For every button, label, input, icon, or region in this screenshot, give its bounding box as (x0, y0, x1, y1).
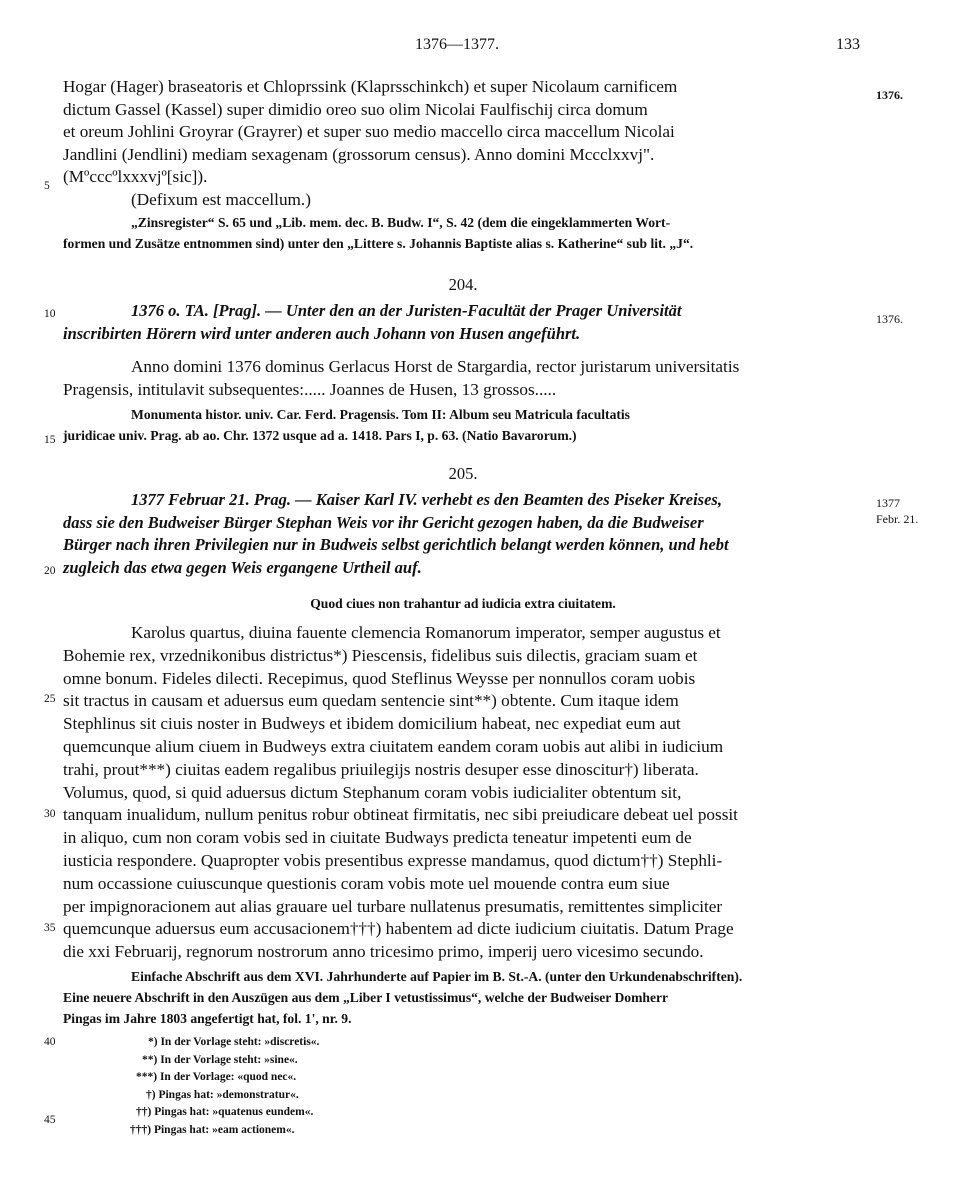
regest-line: inscribirten Hörern wird unter anderen auch Johann von Husen angeführt. (63, 323, 581, 343)
paragraph-1376-rent-register (63, 76, 863, 211)
text-204 (63, 356, 863, 401)
regest-line: zugleich das etwa gegen Weis ergangene Urtheil auf. (63, 557, 422, 577)
charter-line: Volumus, quod, si quid aduersus dictum Stephanum coram vobis iudicialiter obtentum sit, (63, 782, 682, 802)
charter-line: die xxi Februarij, regnorum nostrorum anno tricesimo primo, imperij uero vicesimo secundo. (63, 942, 704, 962)
header-years: 1376—1377. (415, 36, 499, 53)
footnote: †††) Pingas hat: »eam actionem«. (130, 1123, 295, 1136)
text-line: (Defixum est maccellum.) (131, 189, 311, 209)
document-number-205: 205. (448, 464, 478, 483)
document-number-204: 204. (448, 275, 478, 294)
line-number-35: 35 (44, 922, 56, 934)
line-number-15: 15 (44, 434, 56, 446)
text-line: Pragensis, intitulavit subsequentes:..... Joannes de Husen, 13 grossos..... (63, 379, 557, 399)
charter-line: quemcunque alium ciuem in Budweys extra ciuitatem eandem coram uobis aut alibi in iudicium (63, 736, 724, 756)
charter-line: tanquam inualidum, nullum penitus robur obtineat firmitatis, nec sibi preiudicare debeat uel possit (63, 805, 738, 825)
text-line: Jandlini (Jendlini) mediam sexagenam (grossorum census). Anno domini Mccclxxvj". (63, 144, 655, 164)
source-note-zinsregister (63, 212, 863, 254)
charter-line: sit tractus in causam et aduersus eum quedam sentencie sint**) obtente. Cum itaque idem (63, 691, 679, 711)
regest-line: 1377 Februar 21. Prag. — Kaiser Karl IV. verhebt es den Beamten des Piseker Kreises, (131, 490, 722, 509)
charter-line: per impignoracionem aut alias grauare uel turbare nullatenus presumatis, remittentes simpliciter (63, 896, 723, 916)
source-line: Monumenta histor. univ. Car. Ferd. Pragensis. Tom II: Album seu Matricula facultatis (131, 407, 630, 422)
footnote: ***) In der Vorlage: «quod nec«. (136, 1071, 297, 1083)
line-number-25: 25 (44, 693, 56, 705)
footnotes (120, 1034, 520, 1139)
source-line: juridicae univ. Prag. ab ao. Chr. 1372 usque ad a. 1418. Pars I, p. 63. (Natio Bavarorum.) (63, 428, 577, 443)
page-number: 133 (836, 36, 860, 53)
charter-line: iusticia respondere. Quapropter vobis presentibus expresse mandamus, quod dictum††) Stephli- (63, 850, 723, 870)
charter-line: quemcunque aduersus eum accusacionem†††) habentem ad dicte iudicium ciuitatis. Datum Prage (63, 919, 734, 939)
line-number-10: 10 (44, 308, 56, 320)
text-line: (Mºcccºlxxxvjº[sic]). (63, 167, 208, 186)
charter-line: trahi, prout***) ciuitas eadem regalibus priuilegijs nostris desuper esse dinoscitur†) liberata. (63, 759, 699, 779)
margin-year-1376-a: 1376. (876, 88, 903, 102)
text-line: Anno domini 1376 dominus Gerlacus Horst de Stargardia, rector juristarum universitatis (131, 357, 740, 376)
line-number-20: 20 (44, 565, 56, 577)
regest-204 (63, 300, 863, 345)
source-line: Einfache Abschrift aus dem XVI. Jahrhunderte auf Papier im B. St.-A. (unter den Urkundenabschriften). (131, 969, 743, 984)
regest-line: 1376 o. TA. [Prag]. — Unter den an der Juristen-Facultät der Prager Universität (131, 301, 682, 320)
footnote: *) In der Vorlage steht: »discretis«. (148, 1036, 320, 1048)
line-number-40: 40 (44, 1036, 56, 1048)
charter-line: Stephlinus sit ciuis noster in Budweys et ibidem domicilium habeat, nec expediat eum aut (63, 714, 681, 734)
charter-line: Bohemie rex, vrzednikonibus districtus*) Piescensis, fidelibus suis dilectis, graciam suam et (63, 645, 698, 665)
rubric-205: Quod ciues non trahantur ad iudicia extra ciuitatem. (310, 596, 616, 611)
footnote: **) In der Vorlage steht: »sine«. (142, 1053, 298, 1066)
source-note-205 (63, 966, 863, 1029)
line-number-45: 45 (44, 1114, 56, 1126)
text-line: et oreum Johlini Groyrar (Grayrer) et super suo medio maccello circa maccellum Nicolai (63, 122, 675, 141)
margin-year-1376-b: 1376. (876, 312, 903, 326)
text-line: dictum Gassel (Kassel) super dimidio oreo suo olim Nicolai Faulfischij circa domum (63, 99, 648, 119)
charter-line: num occassione cuiuscunque questionis coram vobis mote uel mouende contra eum siue (63, 873, 670, 893)
margin-year-1377: 1377 (876, 496, 900, 510)
regest-line: dass sie den Budweiser Bürger Stephan Weis vor ihr Gericht gezogen haben, da die Budweiser (63, 512, 704, 532)
source-line: „Zinsregister“ S. 65 und „Lib. mem. dec. B. Budw. I“, S. 42 (dem die eingeklammerten Wort- (131, 215, 671, 230)
charter-text-205 (63, 622, 863, 964)
footnote: ††) Pingas hat: »quatenus eundem«. (136, 1106, 314, 1118)
footnote: †) Pingas hat: »demonstratur«. (146, 1088, 299, 1101)
source-line: Eine neuere Abschrift in den Auszügen aus dem „Liber I vetustissimus“, welche der Budweiser Domherr (63, 990, 669, 1005)
regest-205 (63, 489, 863, 579)
source-line: formen und Zusätze entnommen sind) unter den „Littere s. Johannis Baptiste alias s. Katherine“ sub lit. „J“. (63, 236, 694, 251)
line-number-5: 5 (44, 180, 50, 192)
source-note-204 (63, 404, 863, 446)
source-line: Pingas im Jahre 1803 angefertigt hat, fol. 1', nr. 9. (63, 1011, 352, 1026)
margin-date-feb-21: Febr. 21. (876, 512, 919, 526)
charter-line: omne bonum. Fideles dilecti. Recepimus, quod Steflinus Weysse per nonnullos coram uobis (63, 668, 696, 688)
charter-line: Karolus quartus, diuina fauente clemencia Romanorum imperator, semper augustus et (131, 623, 721, 642)
regest-line: Bürger nach ihren Privilegien nur in Budweis selbst gerichtlich belangt werden können, und hebt (63, 535, 729, 554)
text-line: Hogar (Hager) braseatoris et Chloprssink (Klaprsschinkch) et super Nicolaum carnificem (63, 77, 678, 96)
line-number-30: 30 (44, 808, 56, 820)
charter-line: in aliquo, cum non coram vobis sed in ciuitate Budways predicta teneatur impetenti eum de (63, 828, 692, 848)
